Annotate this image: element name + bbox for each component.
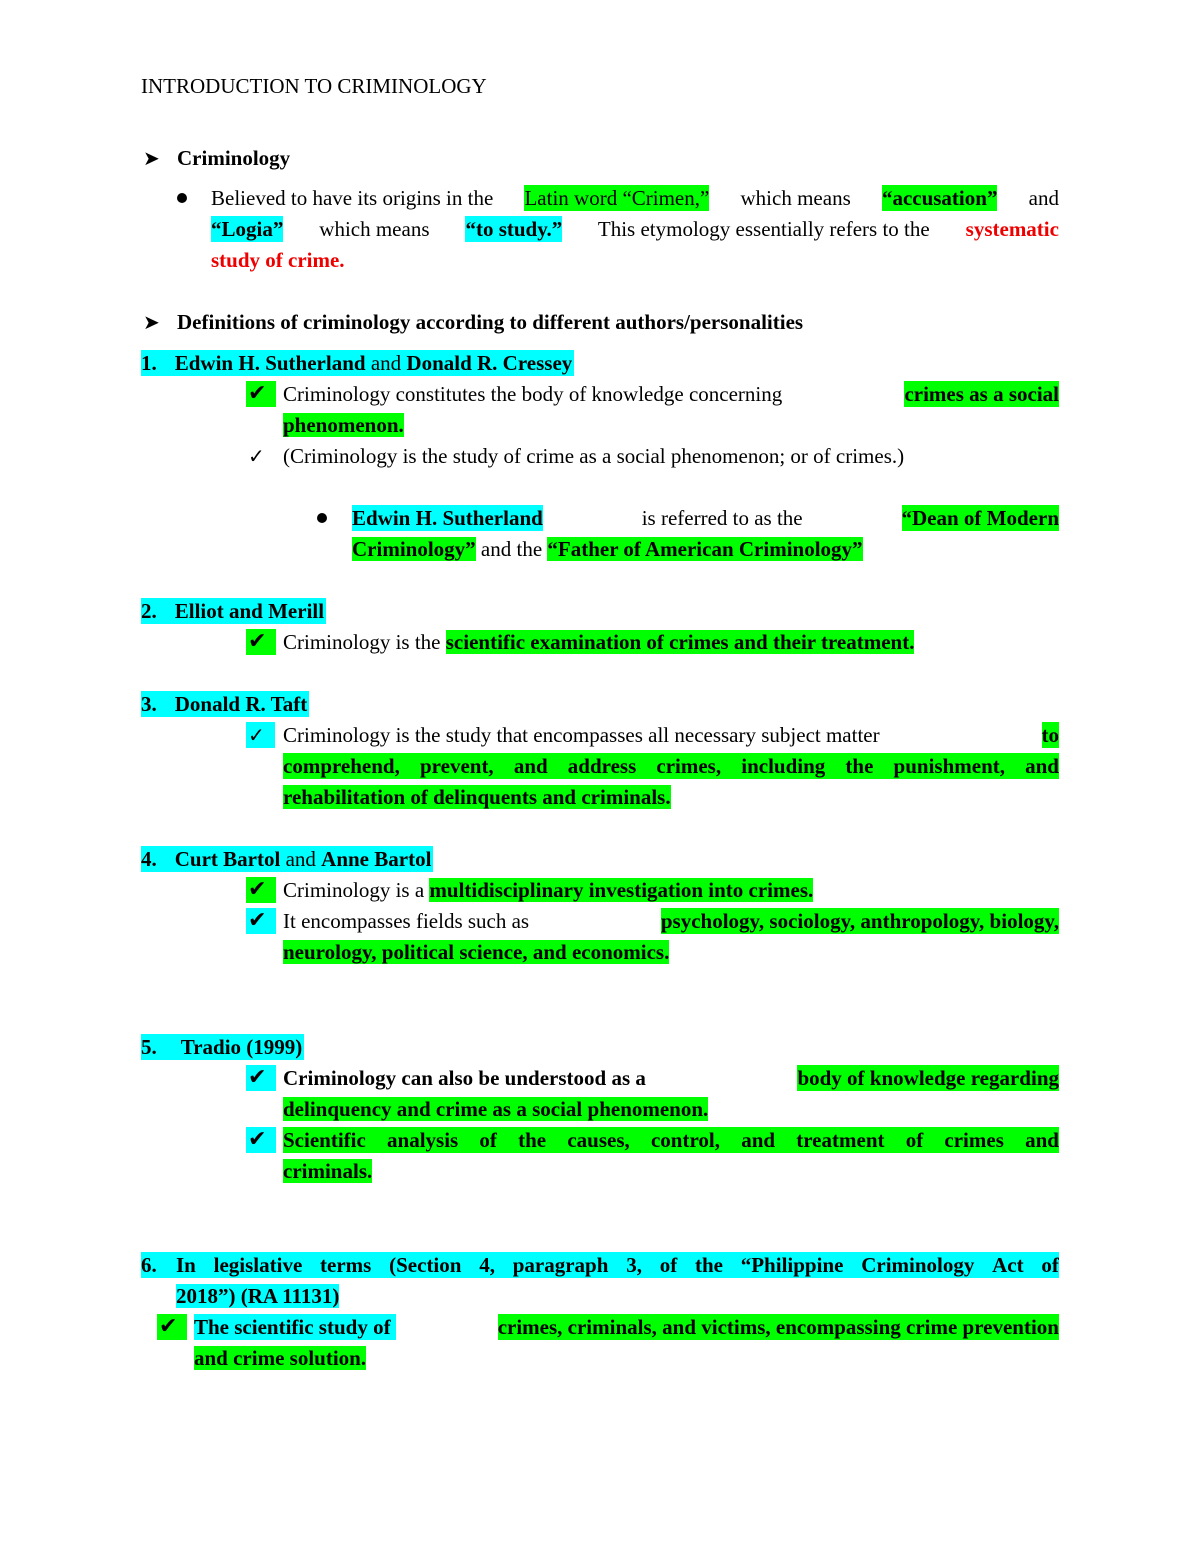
section-heading-definitions: Definitions of criminology according to different authors/personalities — [177, 310, 804, 334]
definition-6-text-line-1: The scientific study of crimes, criminals, and victims, encompassing crime prevention — [194, 1315, 1059, 1339]
arrowhead-bullet-icon: ➤ — [143, 310, 160, 334]
definition-3-text-line-1: Criminology is the study that encompasses all necessary subject matter to — [283, 723, 1059, 747]
definition-5-text-2-line-2: criminals. — [283, 1159, 373, 1183]
checkmark-icon: ✓ — [246, 722, 275, 748]
definition-4-text-1: Criminology is a multidisciplinary investigation into crimes. — [283, 878, 814, 902]
definition-3-text-line-2: comprehend, prevent, and address crimes, including the punishment, and — [283, 754, 1059, 778]
etymology-line-1: Believed to have its origins in the Latin word “Crimen,” which means “accusation” and — [211, 186, 1059, 210]
etymology-line-3: study of crime. — [211, 248, 345, 272]
checkmark-icon: ✔ — [246, 1065, 276, 1091]
definition-1-heading: 1. Edwin H. Sutherland and Donald R. Cressey — [141, 351, 573, 375]
arrowhead-bullet-icon: ➤ — [143, 146, 160, 170]
definition-5-text-2-line-1: Scientific analysis of the causes, control, and treatment of crimes and — [283, 1128, 1059, 1152]
highlight-accusation: “accusation” — [881, 186, 998, 210]
checkmark-icon: ✔ — [157, 1314, 187, 1340]
document-title: INTRODUCTION TO CRIMINOLOGY — [141, 74, 487, 98]
checkmark-icon: ✔ — [246, 908, 276, 934]
highlight-logia: “Logia” — [211, 217, 284, 241]
definition-2-heading: 2. Elliot and Merill — [141, 599, 325, 623]
sutherland-note-line-1: Edwin H. Sutherland is referred to as the “Dean of Modern — [352, 506, 1059, 530]
checkmark-icon: ✔ — [246, 629, 276, 655]
definition-2-text: Criminology is the scientific examination of crimes and their treatment. — [283, 630, 915, 654]
definition-5-text-1-line-1: Criminology can also be understood as a body of knowledge regarding — [283, 1066, 1059, 1090]
round-bullet-icon — [177, 193, 187, 203]
definition-4-text-2-line-1: It encompasses fields such as psychology, sociology, anthropology, biology, — [283, 909, 1059, 933]
section-heading-criminology: Criminology — [177, 146, 291, 170]
definition-4-heading: 4. Curt Bartol and Anne Bartol — [141, 847, 432, 871]
definition-6-heading-line-2: 2018”) (RA 11131) — [176, 1284, 340, 1308]
definition-6-text-line-2: and crime solution. — [194, 1346, 367, 1370]
definition-5-text-1-line-2: delinquency and crime as a social phenomenon. — [283, 1097, 709, 1121]
definition-1-text-line-1: Criminology constitutes the body of knowledge concerning crimes as a social — [283, 382, 1059, 406]
definition-4-text-2-line-2: neurology, political science, and economics. — [283, 940, 670, 964]
checkmark-icon: ✔ — [246, 1127, 276, 1153]
definition-3-heading: 3. Donald R. Taft — [141, 692, 308, 716]
definition-5-heading: 5. Tradio (1999) — [141, 1035, 303, 1059]
checkmark-icon: ✓ — [248, 444, 265, 468]
definition-6-heading-line-1: 6. In legislative terms (Section 4, paragraph 3, of the “Philippine Criminology Act of — [141, 1253, 1059, 1277]
checkmark-icon: ✔ — [246, 381, 276, 407]
round-bullet-icon — [317, 513, 327, 523]
definition-1-paraphrase: (Criminology is the study of crime as a social phenomenon; or of crimes.) — [283, 444, 905, 468]
highlight-latin-word: Latin word “Crimen,” — [524, 186, 710, 210]
highlight-to-study: “to study.” — [465, 217, 563, 241]
etymology-line-2: “Logia” which means “to study.” This etymology essentially refers to the systematic — [211, 217, 1059, 241]
sutherland-note-line-2: Criminology” and the “Father of American Criminology” — [352, 537, 863, 561]
checkmark-icon: ✔ — [246, 877, 276, 903]
definition-1-text-line-2: phenomenon. — [283, 413, 404, 437]
definition-3-text-line-3: rehabilitation of delinquents and criminals. — [283, 785, 671, 809]
